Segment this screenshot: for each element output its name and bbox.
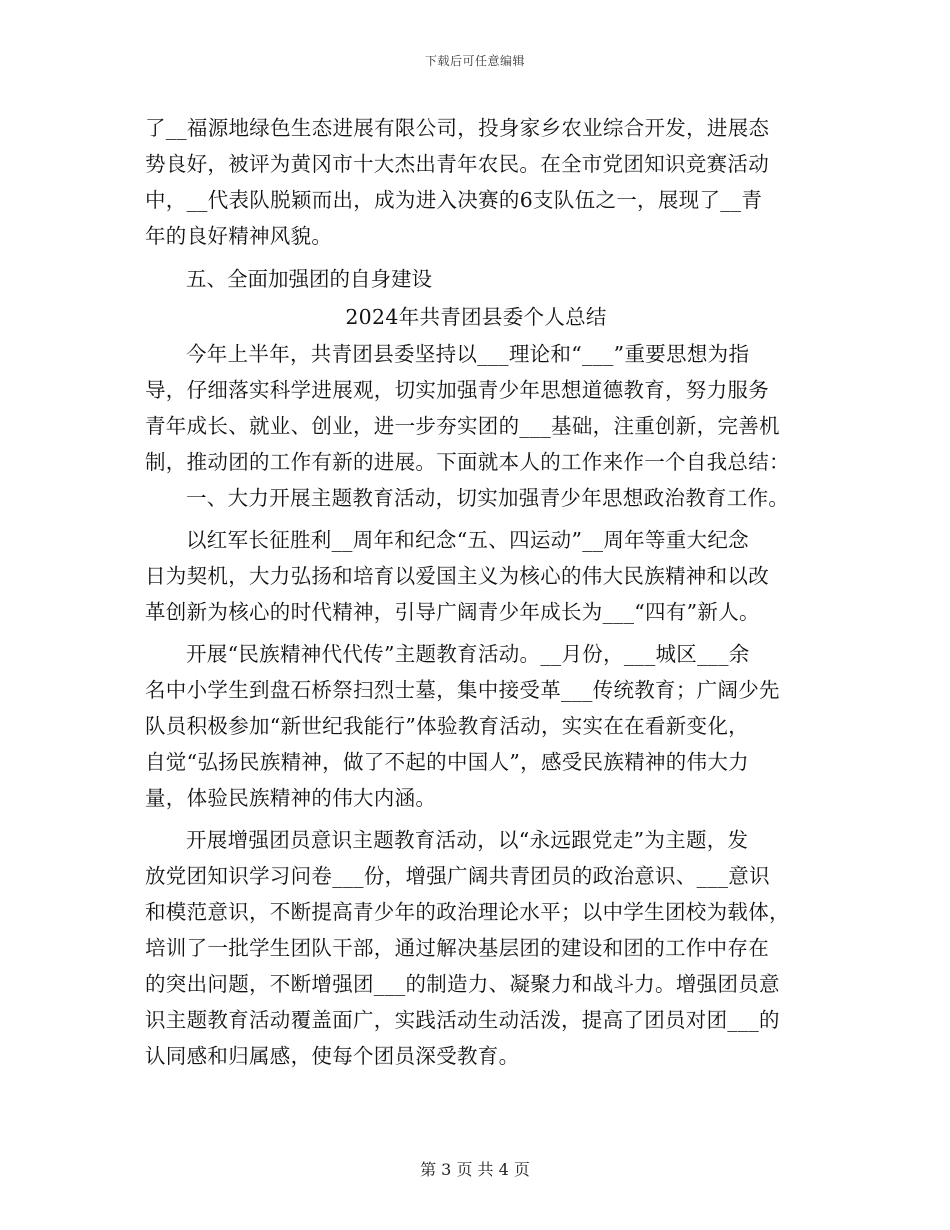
section-heading: 五、全面加强团的自身建设: [186, 267, 432, 291]
text-line: 了__福源地绿色生态进展有限公司，投身家乡农业综合开发，进展态: [145, 116, 770, 140]
text-line: 制，推动团的工作有新的进展。下面就本人的工作来作一个自我总结：: [145, 450, 790, 474]
text-line: 量，体验民族精神的伟大内涵。: [145, 786, 437, 810]
page-number: 第 3 页 共 4 页: [420, 1160, 530, 1179]
text-line: 识主题教育活动覆盖面广，实践活动生动活泼，提高了团员对团___的: [145, 1008, 780, 1032]
text-line: 开展增强团员意识主题教育活动，以“永远跟党走”为主题，发: [186, 828, 749, 852]
text-line: 青年成长、就业、创业，进一步夯实团的___基础，注重创新，完善机: [145, 414, 780, 438]
text-line: 认同感和归属感，使每个团员深受教育。: [145, 1044, 520, 1068]
text-line: 自觉“弘扬民族精神，做了不起的中国人”，感受民族精神的伟大力: [145, 750, 749, 774]
document-body: [145, 110, 807, 1074]
text-line: 导，仔细落实科学进展观，切实加强青少年思想道德教育，努力服务: [145, 378, 769, 402]
paragraph: [145, 636, 807, 816]
text-line: 名中小学生到盘石桥祭扫烈士墓，集中接受革___传统教育；广阔少先: [145, 678, 780, 702]
paragraph: [145, 480, 807, 516]
page-header-note: 下载后可任意编辑: [424, 54, 525, 68]
paragraph: [145, 110, 807, 254]
text-line: 放党团知识学习问卷___份，增强广阔共青团员的政治意识、___意识: [145, 864, 770, 888]
text-line: 和模范意识，不断提高青少年的政治理论水平；以中学生团校为载体，: [145, 900, 790, 924]
text-line: 势良好，被评为黄冈市十大杰出青年农民。在全市党团知识竞赛活动: [145, 152, 769, 176]
text-line: 培训了一批学生团队干部，通过解决基层团的建设和团的工作中存在: [145, 936, 769, 960]
text-line: 开展“民族精神代代传”主题教育活动。__月份，___城区___余: [186, 642, 750, 666]
document-title: 2024年共青团县委个人总结: [345, 305, 607, 329]
text-line: 以红军长征胜利__周年和纪念“五、四运动”__周年等重大纪念: [186, 528, 749, 552]
text-line: 一、大力开展主题教育活动，切实加强青少年思想政治教育工作。: [186, 486, 790, 510]
text-line: 队员积极参加“新世纪我能行”体验教育活动，实实在在看新变化，: [145, 714, 749, 738]
text-line: 今年上半年，共青团县委坚持以___理论和“___”重要思想为指: [186, 342, 750, 366]
paragraph: [145, 522, 807, 630]
paragraph: [145, 822, 807, 1074]
text-line: 中，__代表队脱颖而出，成为进入决赛的6支队伍之一，展现了__青: [145, 188, 763, 212]
text-line: 的突出问题，不断增强团___的制造力、凝聚力和战斗力。增强团员意: [145, 972, 780, 996]
text-line: 年的良好精神风貌。: [145, 224, 333, 248]
text-line: 革创新为核心的时代精神，引导广阔青少年成长为___“四有”新人。: [145, 600, 760, 624]
text-line: 日为契机，大力弘扬和培育以爱国主义为核心的伟大民族精神和以改: [145, 564, 769, 588]
paragraph: [145, 336, 807, 480]
